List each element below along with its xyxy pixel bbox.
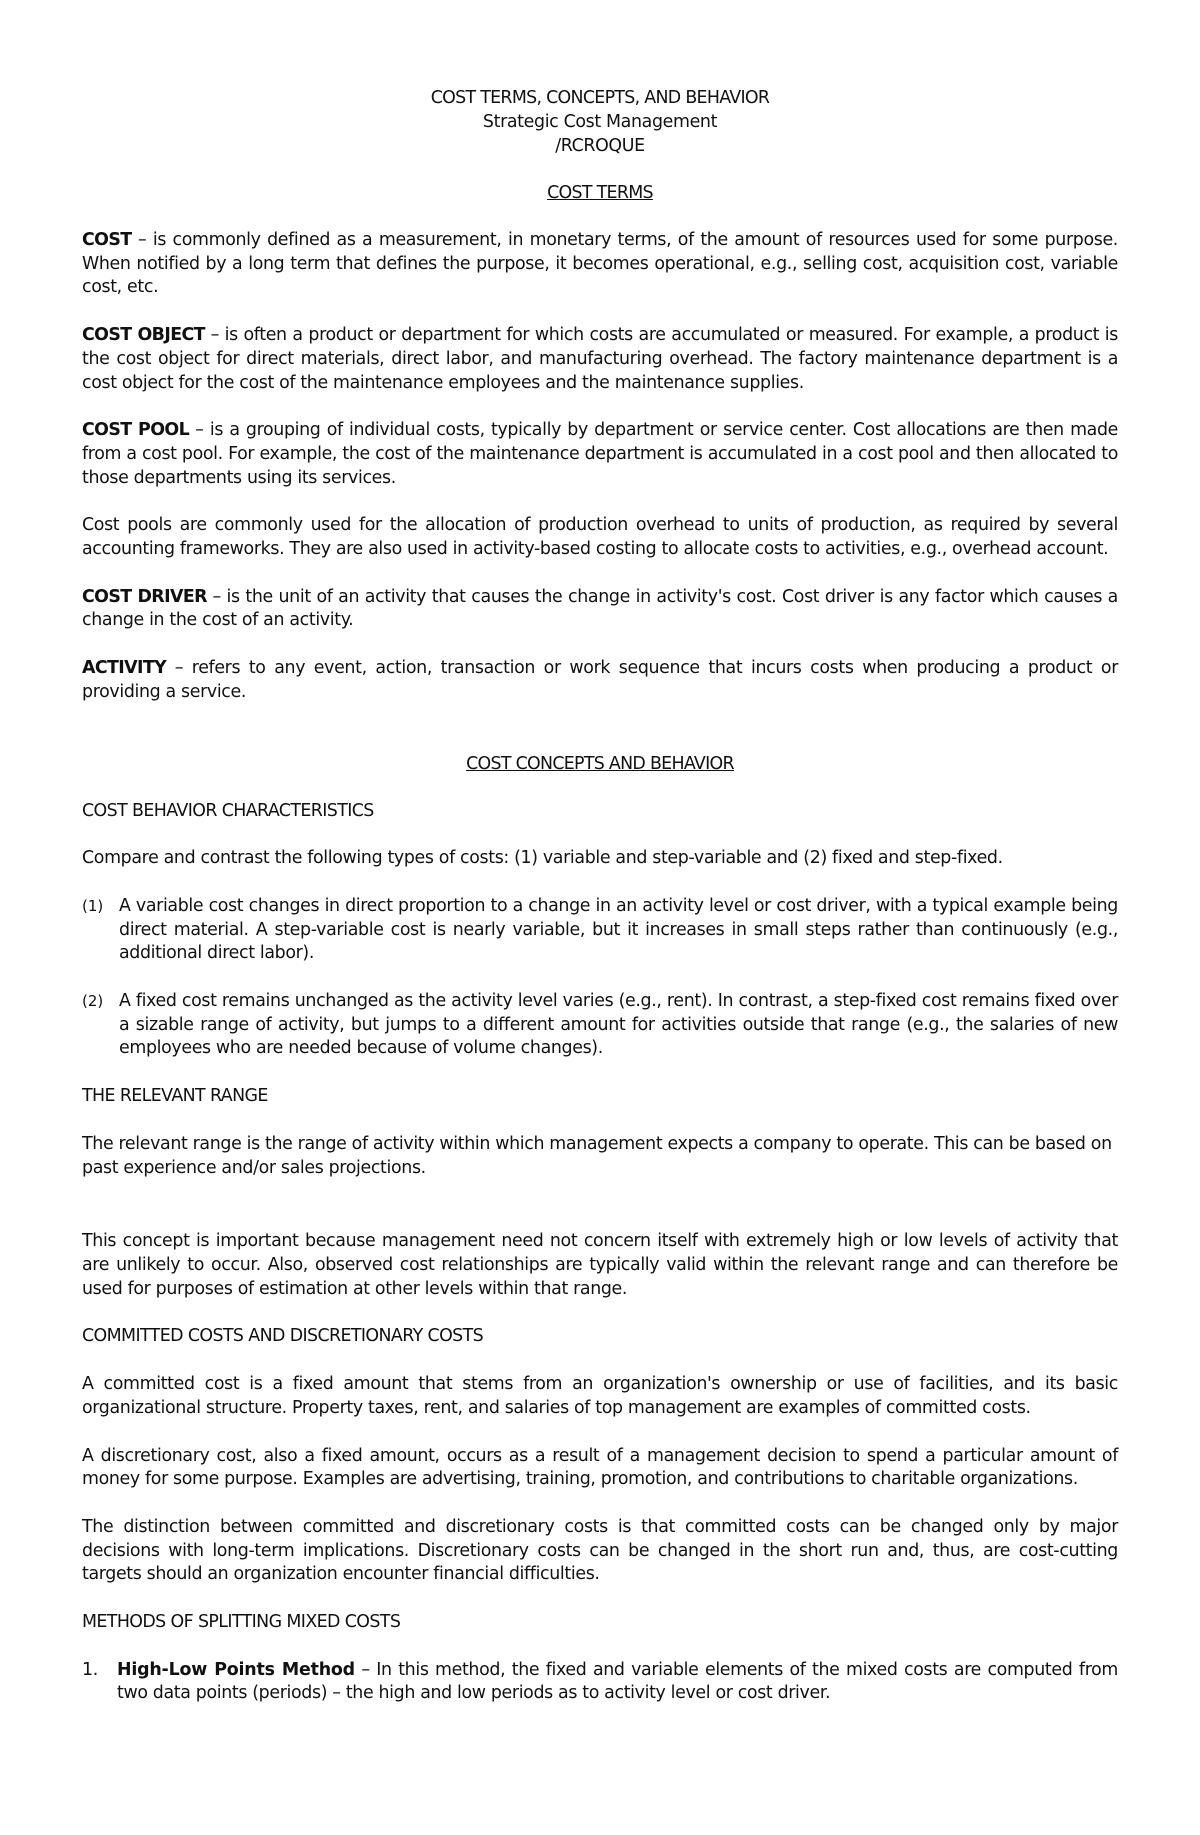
list-item-text: A fixed cost remains unchanged as the activity level varies (e.g., rent). In contrast, a step-fixed cost remains fixed over a sizable range of activity, but jumps to a different amount for activities outside that range (e.g., the salaries of new employees who are needed because of volume changes). [119,991,1118,1059]
document-subtitle: Strategic Cost Management [482,112,718,132]
paragraph-activity [82,657,1118,704]
paragraph-cost-driver [82,586,1118,633]
document-header [82,86,1118,158]
paragraph-cost [82,229,1118,300]
list-item-number: (1) [82,896,104,915]
list-item-number: (2) [82,992,104,1011]
term-cost-object: COST OBJECT [82,325,205,346]
method-description: – In this method, the fixed and variable elements of the mixed costs are computed from two data points (periods) – the high and low periods as to activity level or cost driver. [117,1659,1118,1704]
heading-splitting-methods: METHODS OF SPLITTING MIXED COSTS [82,1612,401,1633]
heading-cost-behavior: COST BEHAVIOR CHARACTERISTICS [82,800,374,821]
definition-cost-object: – is often a product or department for which costs are accumulated or measured. For example, a product is the cost object for direct materials, direct labor, and manufacturing overhead. The factory maintenance department is a cost object for the cost of the maintenance employees and the maintenance supplies. [82,325,1118,393]
section-title-cost-concepts: COST CONCEPTS AND BEHAVIOR [466,753,734,774]
method-title: High-Low Points Method [117,1659,355,1680]
heading-relevant-range: THE RELEVANT RANGE [82,1086,268,1107]
term-cost-driver: COST DRIVER [82,586,207,607]
paragraph-relevant-range-2: This concept is important because management need not concern itself with extremely high or low levels of activity that are unlikely to occur. Also, observed cost relationships are typically valid within the relevant range and can therefore be used for purposes of estimation at other levels within that range. [82,1231,1118,1299]
paragraph-cost-pool-usage: Cost pools are commonly used for the allocation of production overhead to units of production, as required by several accounting frameworks. They are also used in activity-based costing to allocate costs to activities, e.g., overhead account. [82,515,1118,560]
paragraph-committed-3: The distinction between committed and discretionary costs is that committed costs can be changed only by major decisions with long-term implications. Discretionary costs can be changed in the short run and, thus, are cost-cutting targets should an organization encounter financial difficulties. [82,1516,1118,1585]
term-cost: COST [82,230,132,250]
paragraph-cost-pool [82,419,1118,490]
term-activity: ACTIVITY [82,658,167,679]
document-title: COST TERMS, CONCEPTS, AND BEHAVIOR [430,88,770,108]
document-author: /RCROQUE [555,136,645,156]
list-item-text: A variable cost changes in direct proportion to a change in an activity level or cost driver, with a typical example being direct material. A step-variable cost is nearly variable, but it increases in small steps rather than continuously (e.g., additional direct labor). [119,895,1118,964]
paragraph-committed-1: A committed cost is a fixed amount that stems from an organization's ownership or use of facilities, and its basic organizational structure. Property taxes, rent, and salaries of top management are examples of committed costs. [82,1374,1118,1418]
list-item-variable-cost [82,895,1118,966]
paragraph-cost-object [82,324,1118,395]
list-item-number: 1. [82,1659,98,1680]
definition-activity: – refers to any event, action, transaction or work sequence that incurs costs when producing a product or providing a service. [82,658,1118,702]
list-item-high-low-method [82,1659,1118,1706]
definition-cost-pool: – is a grouping of individual costs, typically by department or service center. Cost allocations are then made from a cost pool. For example, the cost of the maintenance department is accumulated in a cost pool and then allocated to those departments using its services. [82,420,1119,488]
term-cost-pool: COST POOL [82,420,190,441]
section-title-cost-terms: COST TERMS [547,183,653,203]
paragraph-compare: Compare and contrast the following types of costs: (1) variable and step-variable and (2) fixed and step-fixed. [82,848,1003,869]
list-item-fixed-cost [82,990,1118,1061]
definition-cost: – is commonly defined as a measurement, in monetary terms, of the amount of resources used for some purpose. When notified by a long term that defines the purpose, it becomes operational, e.g., selling cost, acquisition cost, variable cost, etc. [82,230,1118,298]
heading-committed-costs: COMMITTED COSTS AND DISCRETIONARY COSTS [82,1326,484,1347]
paragraph-relevant-range-1: The relevant range is the range of activity within which management expects a company to operate. This can be based on past experience and/or sales projections. [82,1133,1112,1178]
definition-cost-driver: – is the unit of an activity that causes the change in activity's cost. Cost driver is any factor which causes a change in the cost of an activity. [82,586,1118,631]
paragraph-committed-2: A discretionary cost, also a fixed amount, occurs as a result of a management decision to spend a particular amount of money for some purpose. Examples are advertising, training, promotion, and contributions to charitable organizations. [82,1445,1118,1490]
